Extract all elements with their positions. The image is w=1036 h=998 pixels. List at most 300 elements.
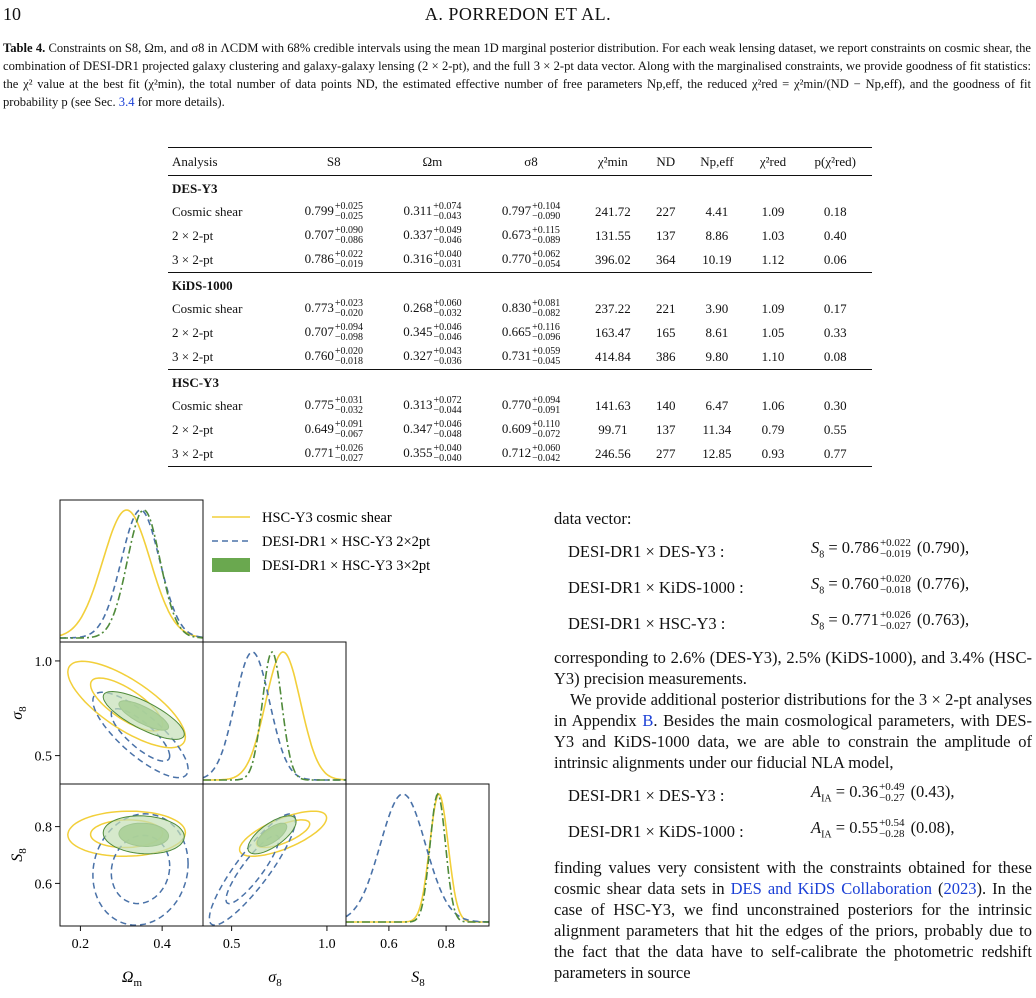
sigma8-cell-errors <box>532 226 560 246</box>
omega-m-cell-errors <box>433 226 461 246</box>
panel-frame <box>203 642 346 784</box>
s8-cell <box>284 321 383 345</box>
nd-cell: 277 <box>645 442 686 467</box>
aia-equations <box>554 781 1032 845</box>
caption-text: Constraints on S8, Ωm, and σ8 in ΛCDM with 68% credible intervals using the mean 1D marginal posterior distribution. For each weak lensing dataset, we report constraints on cosmic shear, the combination of DESI-DR1 projected galaxy clustering and galaxy-galaxy lensing (2 × 2-pt), and the full 3 × 2-pt data vector. Along with the marginalised constraints, we provide goodness of fit statistics: the χ² value at the best fit (χ²min), the total number of data points ND, the estimated effective number of free parameters Np,eff, the reduced χ²red = χ²min/(ND − Np,eff), and the goodness of fit probability p (see Sec. <box>3 41 1031 109</box>
equation-rhs <box>811 817 1032 845</box>
s8-cell-errors <box>335 396 363 416</box>
equation-sub: 8 <box>819 585 825 597</box>
lower-error: −0.032 <box>433 308 462 319</box>
sigma8-cell-errors <box>532 347 560 367</box>
panel-frame <box>346 784 489 926</box>
s8-cell-errors <box>335 226 363 246</box>
contour-95 <box>103 816 184 854</box>
upper-error: +0.040 <box>433 249 462 260</box>
lower-error: −0.27 <box>879 792 905 805</box>
x-tick-label: 0.4 <box>153 937 171 952</box>
omega-m-cell-value: 0.355 <box>403 444 433 460</box>
upper-error: +0.110 <box>532 419 560 430</box>
x-axis-label-sigma8: $\sigma_8$ <box>268 969 282 989</box>
upper-error: +0.031 <box>334 395 363 406</box>
sigma8-cell-value: 0.673 <box>501 226 532 242</box>
chi2-cell: 99.71 <box>598 422 628 437</box>
equation-row <box>554 609 1032 637</box>
lower-error: −0.018 <box>879 584 911 597</box>
equation-var: A <box>811 781 822 801</box>
equation-lhs: DESI-DR1 × DES-Y3 : <box>568 785 725 805</box>
upper-error: +0.074 <box>433 201 462 212</box>
s8-cell-errors <box>335 202 363 222</box>
lower-error: −0.098 <box>334 332 363 343</box>
s8-cell-value: 0.649 <box>304 420 334 436</box>
col-header: Ωm <box>383 148 482 176</box>
page-number: 10 <box>3 4 21 24</box>
equation-lhs: DESI-DR1 × KiDS-1000 : <box>568 821 744 841</box>
sigma8-cell <box>482 418 581 442</box>
upper-error: +0.043 <box>433 346 462 357</box>
equation-errors <box>879 782 904 804</box>
np-cell: 11.34 <box>702 422 732 437</box>
y-axis-label-s8: $S_8$ <box>9 848 29 862</box>
section-row <box>168 370 872 395</box>
s8-cell-value: 0.799 <box>304 202 334 218</box>
s8-cell-value: 0.760 <box>304 347 334 363</box>
lower-error: −0.032 <box>334 405 363 416</box>
equation-row <box>554 781 1032 809</box>
np-cell: 3.90 <box>705 301 729 316</box>
p-cell: 0.77 <box>799 442 873 467</box>
appendix-link[interactable]: B <box>642 711 654 730</box>
y-tick-label: 0.6 <box>34 877 52 893</box>
sigma8-cell-value: 0.731 <box>501 347 532 363</box>
nd-cell: 137 <box>656 422 676 437</box>
analysis-cell: 2 × 2-pt <box>172 325 214 340</box>
marginal-curve <box>60 510 203 638</box>
sigma8-cell-value: 0.797 <box>501 202 532 218</box>
upper-error: +0.020 <box>879 573 911 586</box>
best-fit: (0.776), <box>916 573 970 593</box>
np-cell: 6.47 <box>705 398 729 413</box>
table-row <box>168 418 872 442</box>
equation-errors <box>879 818 904 840</box>
chi2-cell: 246.56 <box>580 442 645 467</box>
equation-var: A <box>811 817 822 837</box>
chi2red-cell: 1.10 <box>761 349 785 364</box>
lower-error: −0.043 <box>433 211 462 222</box>
chi2-cell: 141.63 <box>594 398 631 413</box>
upper-error: +0.020 <box>334 346 363 357</box>
lower-error: −0.044 <box>433 405 462 416</box>
omega-m-cell <box>383 297 482 321</box>
col-header: p(χ²red) <box>799 148 873 176</box>
sigma8-cell-value: 0.665 <box>501 323 532 339</box>
s8-cell-errors <box>335 444 363 464</box>
sigma8-cell-errors <box>532 323 560 343</box>
lower-error: −0.090 <box>532 211 561 222</box>
upper-error: +0.060 <box>532 443 561 454</box>
nd-cell: 140 <box>656 398 676 413</box>
upper-error: +0.104 <box>532 201 561 212</box>
chi2-cell: 237.22 <box>594 301 631 316</box>
chi2red-cell: 1.03 <box>761 228 785 243</box>
upper-error: +0.040 <box>433 443 462 454</box>
chi2red-cell: 0.93 <box>748 442 799 467</box>
omega-m-cell-value: 0.268 <box>403 299 433 315</box>
omega-m-cell <box>383 442 482 467</box>
s8-cell-value: 0.707 <box>304 226 334 242</box>
panel-content <box>68 811 188 925</box>
nd-cell: 386 <box>656 349 676 364</box>
upper-error: +0.081 <box>532 298 561 309</box>
p-cell: 0.33 <box>823 325 847 340</box>
best-fit: (0.763), <box>916 609 970 629</box>
equation-rhs <box>811 781 1032 809</box>
omega-m-cell <box>383 224 482 248</box>
lower-error: −0.054 <box>532 259 561 270</box>
np-cell: 12.85 <box>686 442 747 467</box>
s8-cell-value: 0.786 <box>304 250 334 266</box>
lower-error: −0.067 <box>334 429 363 440</box>
equation-row <box>554 817 1032 845</box>
p-cell: 0.18 <box>823 204 847 219</box>
x-axis-label-omega-m: $\Omega_m$ <box>121 969 143 989</box>
omega-m-cell <box>383 200 482 224</box>
sigma8-cell-value: 0.712 <box>501 444 532 460</box>
analysis-cell: Cosmic shear <box>172 398 243 413</box>
table-row <box>168 248 872 273</box>
s8-equations <box>554 537 1032 637</box>
para2-text-b: . Besides the main cosmological parameters, with DES-Y3 and KiDS-1000 data, we are able to constrain the amplitude of intrinsic alignments under our fiducial NLA model, <box>554 711 1032 772</box>
table-header-row <box>168 148 872 176</box>
analysis-cell: 2 × 2-pt <box>172 422 214 437</box>
section-row <box>168 176 872 201</box>
np-cell: 9.80 <box>705 349 729 364</box>
omega-m-cell-errors <box>433 299 461 319</box>
s8-cell-errors <box>335 323 363 343</box>
omega-m-cell-errors <box>433 323 461 343</box>
table-row <box>168 200 872 224</box>
s8-cell-errors <box>335 420 363 440</box>
lower-error: −0.082 <box>532 308 561 319</box>
np-cell: 8.61 <box>705 325 729 340</box>
best-fit: (0.08), <box>910 817 955 837</box>
p-cell: 0.40 <box>823 228 847 243</box>
omega-m-cell-errors <box>433 347 461 367</box>
np-cell: 4.41 <box>705 204 729 219</box>
upper-error: +0.094 <box>334 322 363 333</box>
best-fit: (0.790), <box>916 537 970 557</box>
col-header: ND <box>645 148 686 176</box>
chi2-cell: 163.47 <box>594 325 631 340</box>
para2-text: We provide additional posterior distributions for the 3 × 2-pt analyses in Appendix <box>554 690 1032 730</box>
equation-value: = 0.55 <box>835 817 879 837</box>
y-tick-label: 0.8 <box>34 820 52 836</box>
nd-cell: 137 <box>656 228 676 243</box>
sigma8-cell-value: 0.830 <box>501 299 532 315</box>
lower-error: −0.040 <box>433 453 462 464</box>
caption-section-link[interactable]: 3.4 <box>118 95 135 109</box>
omega-m-cell-value: 0.347 <box>403 420 433 436</box>
omega-m-cell <box>383 394 482 418</box>
section-title: DES-Y3 <box>172 181 218 196</box>
marginal-curve <box>346 794 489 922</box>
upper-error: +0.049 <box>433 225 462 236</box>
equation-row <box>554 537 1032 565</box>
upper-error: +0.022 <box>334 249 363 260</box>
col-header: χ²red <box>748 148 799 176</box>
upper-error: +0.091 <box>334 419 363 430</box>
s8-cell <box>284 345 383 370</box>
analysis-cell: 3 × 2-pt <box>172 349 214 364</box>
omega-m-cell <box>383 345 482 370</box>
marginal-curve <box>60 510 203 637</box>
nd-cell: 227 <box>656 204 676 219</box>
lower-error: −0.28 <box>879 828 905 841</box>
sigma8-cell-value: 0.770 <box>501 396 532 412</box>
caption-tail: for more details). <box>137 95 225 109</box>
corner-plot <box>0 496 550 996</box>
equation-lhs: DESI-DR1 × DES-Y3 : <box>568 541 725 561</box>
lower-error: −0.086 <box>334 235 363 246</box>
s8-cell-errors <box>335 299 363 319</box>
np-cell: 8.86 <box>705 228 729 243</box>
panel-frame <box>203 784 346 926</box>
panel-frame <box>60 784 203 926</box>
analysis-cell: 3 × 2-pt <box>168 442 284 467</box>
omega-m-cell-value: 0.311 <box>403 202 433 218</box>
sigma8-cell-errors <box>532 396 560 416</box>
table-row <box>168 442 872 467</box>
upper-error: +0.090 <box>334 225 363 236</box>
x-tick-label: 1.0 <box>318 937 336 952</box>
sigma8-cell <box>482 394 581 418</box>
x-tick-label: 0.5 <box>222 937 241 952</box>
marginal-curve <box>346 794 489 922</box>
legend-label: DESI-DR1 × HSC-Y3 3×2pt <box>262 558 431 574</box>
y-tick-label: 1.0 <box>34 654 52 670</box>
collab-link[interactable]: DES and KiDS Collaboration <box>730 879 932 898</box>
equation-rhs <box>811 609 1032 637</box>
sigma8-cell <box>482 345 581 370</box>
p-cell: 0.30 <box>823 398 847 413</box>
upper-error: +0.49 <box>879 781 905 794</box>
omega-m-cell-value: 0.327 <box>403 347 433 363</box>
consistency-paragraph <box>554 857 1032 983</box>
s8-cell-errors <box>335 347 363 367</box>
s8-cell <box>284 200 383 224</box>
equation-sub: 8 <box>819 549 825 561</box>
section-title: KiDS-1000 <box>168 273 872 298</box>
appendix-paragraph <box>554 689 1032 773</box>
equation-rhs <box>811 537 1032 565</box>
equation-value: = 0.36 <box>835 781 879 801</box>
col-header: σ8 <box>482 148 581 176</box>
col-header: S8 <box>284 148 383 176</box>
chi2-cell: 131.55 <box>594 228 631 243</box>
s8-cell-value: 0.773 <box>304 299 334 315</box>
omega-m-cell-errors <box>433 202 461 222</box>
s8-cell-value: 0.771 <box>304 444 334 460</box>
upper-error: +0.072 <box>433 395 462 406</box>
chi2red-cell: 1.09 <box>761 204 785 219</box>
sigma8-cell-errors <box>532 420 560 440</box>
sigma8-cell-value: 0.770 <box>501 250 532 266</box>
chi2-cell: 241.72 <box>594 204 631 219</box>
p-cell: 0.55 <box>823 422 847 437</box>
omega-m-cell-value: 0.337 <box>403 226 433 242</box>
lower-error: −0.027 <box>879 620 911 633</box>
lower-error: −0.020 <box>334 308 363 319</box>
s8-cell-value: 0.775 <box>304 396 334 412</box>
lower-error: −0.096 <box>532 332 561 343</box>
equation-sub: IA <box>821 793 832 805</box>
section-row <box>168 273 872 298</box>
np-cell: 10.19 <box>702 252 732 267</box>
nd-cell: 364 <box>656 252 676 267</box>
col-header: Np,eff <box>686 148 747 176</box>
analysis-cell: 2 × 2-pt <box>172 228 214 243</box>
upper-error: +0.025 <box>334 201 363 212</box>
s8-cell-errors <box>335 250 363 270</box>
lower-error: −0.045 <box>532 356 561 367</box>
omega-m-cell-errors <box>433 444 461 464</box>
x-tick-label: 0.6 <box>380 937 398 952</box>
precision-paragraph: corresponding to 2.6% (DES-Y3), 2.5% (KiDS-1000), and 3.4% (HSC-Y3) precision measurements. <box>554 648 1032 688</box>
legend-swatch-3x2pt <box>212 558 250 572</box>
upper-error: +0.026 <box>334 443 363 454</box>
equation-var: S <box>811 573 820 593</box>
omega-m-cell <box>383 248 482 273</box>
lower-error: −0.042 <box>532 453 561 464</box>
equation-var: S <box>811 537 820 557</box>
omega-m-cell-errors <box>433 420 461 440</box>
chi2red-cell: 1.12 <box>761 252 785 267</box>
chi2red-cell: 1.09 <box>761 301 785 316</box>
panel-content <box>203 652 346 780</box>
s8-cell <box>284 418 383 442</box>
analysis-cell: Cosmic shear <box>172 301 243 316</box>
table-row <box>168 224 872 248</box>
intro-text: data vector: <box>554 509 632 528</box>
analysis-cell: Cosmic shear <box>172 204 243 219</box>
equation-errors <box>880 538 911 560</box>
upper-error: +0.046 <box>433 419 462 430</box>
table-row <box>168 321 872 345</box>
upper-error: +0.022 <box>879 537 911 550</box>
lower-error: −0.046 <box>433 235 462 246</box>
x-tick-label: 0.8 <box>437 937 455 952</box>
chi2red-cell: 0.79 <box>761 422 785 437</box>
upper-error: +0.116 <box>532 322 560 333</box>
nd-cell: 165 <box>656 325 676 340</box>
s8-cell <box>284 394 383 418</box>
chi2-cell: 396.02 <box>594 252 631 267</box>
legend-label: HSC-Y3 cosmic shear <box>262 510 392 526</box>
body-text <box>554 508 1032 983</box>
panel-content <box>346 794 489 922</box>
lower-error: −0.089 <box>532 235 561 246</box>
sigma8-cell-errors <box>532 202 560 222</box>
running-header <box>0 0 1036 30</box>
sigma8-cell <box>482 321 581 345</box>
omega-m-cell <box>383 418 482 442</box>
marginal-curve <box>203 652 346 780</box>
lower-error: −0.019 <box>879 548 911 561</box>
equation-value: = 0.786 <box>828 537 879 557</box>
sigma8-cell <box>482 224 581 248</box>
sigma8-cell-errors <box>532 299 560 319</box>
lower-error: −0.091 <box>532 405 561 416</box>
s8-cell <box>284 442 383 467</box>
sigma8-cell <box>482 442 581 467</box>
s8-cell <box>284 297 383 321</box>
p-cell: 0.08 <box>823 349 847 364</box>
equation-rhs <box>811 573 1032 601</box>
omega-m-cell-errors <box>433 396 461 416</box>
nd-cell: 221 <box>656 301 676 316</box>
x-tick-label: 0.2 <box>71 937 90 952</box>
best-fit: (0.43), <box>910 781 955 801</box>
equation-sub: IA <box>821 829 832 841</box>
sigma8-cell <box>482 200 581 224</box>
marginal-curve <box>346 794 489 922</box>
omega-m-cell <box>383 321 482 345</box>
upper-error: +0.059 <box>532 346 561 357</box>
table-row <box>168 345 872 370</box>
col-header: Analysis <box>168 148 284 176</box>
panel-content <box>68 661 188 777</box>
p-cell: 0.06 <box>823 252 847 267</box>
analysis-cell: 3 × 2-pt <box>172 252 214 267</box>
table-row <box>168 394 872 418</box>
y-tick-label: 0.5 <box>34 749 52 765</box>
s8-cell <box>284 248 383 273</box>
upper-error: +0.060 <box>433 298 462 309</box>
sigma8-cell <box>482 248 581 273</box>
sigma8-cell-errors <box>532 250 560 270</box>
upper-error: +0.094 <box>532 395 561 406</box>
results-table <box>168 147 872 467</box>
upper-error: +0.54 <box>879 817 905 830</box>
chi2red-cell: 1.05 <box>761 325 785 340</box>
sigma8-cell-errors <box>532 444 560 464</box>
equation-value: = 0.760 <box>828 573 879 593</box>
lower-error: −0.025 <box>334 211 363 222</box>
lower-error: −0.027 <box>334 453 363 464</box>
equation-value: = 0.771 <box>828 609 879 629</box>
equation-lhs: DESI-DR1 × HSC-Y3 : <box>568 613 726 633</box>
table-caption <box>3 39 1031 111</box>
s8-cell <box>284 224 383 248</box>
lower-error: −0.018 <box>334 356 363 367</box>
table-row <box>168 297 872 321</box>
section-title: HSC-Y3 <box>168 370 872 395</box>
caption-label: Table 4. <box>3 41 46 55</box>
equation-sub: 8 <box>819 621 825 633</box>
year-link[interactable]: 2023 <box>943 879 977 898</box>
chi2red-cell: 1.06 <box>761 398 785 413</box>
panel-content <box>209 811 326 925</box>
para3-text: finding values very consistent with the constraints obtained for these cosmic shear data sets in <box>554 858 1032 898</box>
y-axis-label-sigma8: $\sigma_8$ <box>9 706 29 720</box>
running-title: A. PORREDON ET AL. <box>424 4 612 24</box>
equation-errors <box>880 574 911 596</box>
upper-error: +0.026 <box>879 609 911 622</box>
upper-error: +0.115 <box>532 225 560 236</box>
x-axis-label-s8: $S_8$ <box>411 969 425 989</box>
equation-errors <box>880 610 911 632</box>
sigma8-cell <box>482 297 581 321</box>
